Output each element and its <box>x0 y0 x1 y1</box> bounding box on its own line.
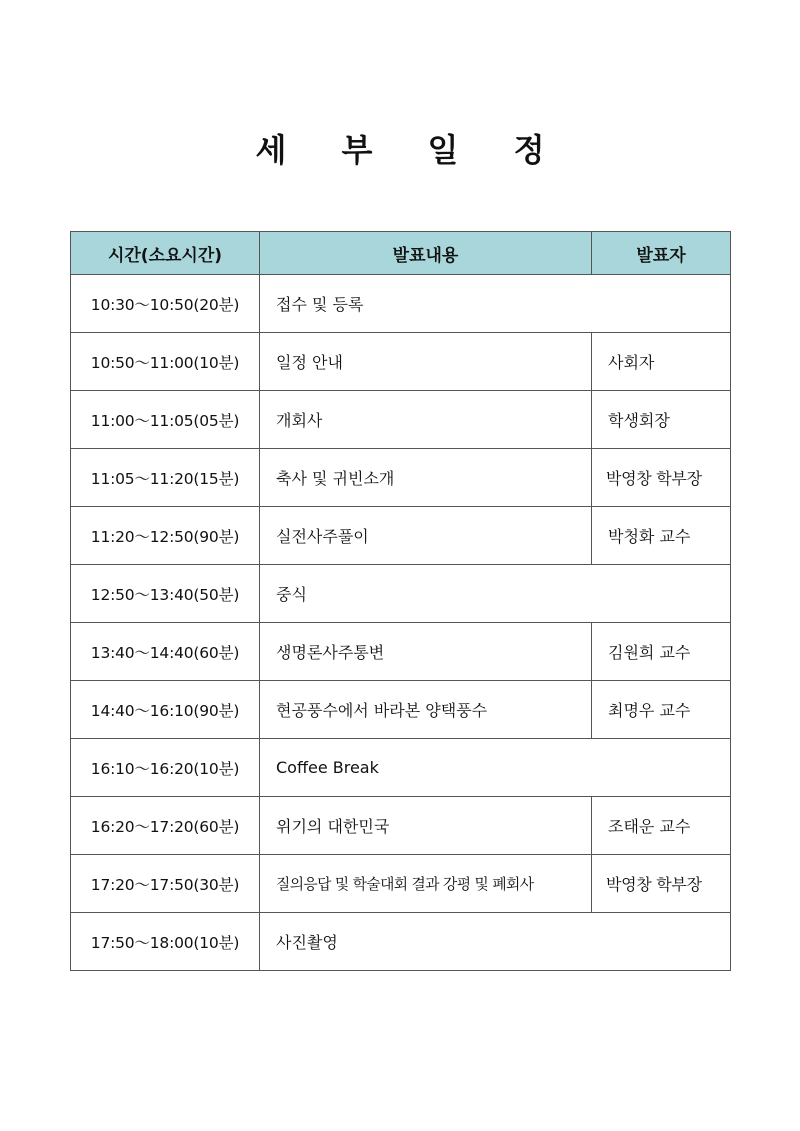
time-cell: 11:05～11:20(15분) <box>71 449 260 507</box>
page-title: 세 부 일 정 <box>255 131 567 169</box>
content-cell: 위기의 대한민국 <box>260 797 592 855</box>
content-cell: 생명론사주통변 <box>260 623 592 681</box>
time-cell: 16:20～17:20(60분) <box>71 797 260 855</box>
presenter-cell: 박청화 교수 <box>592 507 731 565</box>
content-cell: 일정 안내 <box>260 333 592 391</box>
content-cell: 중식 <box>260 565 731 623</box>
presenter-cell: 사회자 <box>592 333 731 391</box>
time-cell: 16:10～16:20(10분) <box>71 739 260 797</box>
content-cell: 현공풍수에서 바라본 양택풍수 <box>260 681 592 739</box>
presenter-cell: 학생회장 <box>592 391 731 449</box>
content-cell: 개회사 <box>260 391 592 449</box>
table-row <box>71 681 731 739</box>
table-header-row <box>71 232 731 275</box>
table-row <box>71 391 731 449</box>
presenter-cell: 최명우 교수 <box>592 681 731 739</box>
table-row <box>71 449 731 507</box>
time-cell: 17:20～17:50(30분) <box>71 855 260 913</box>
time-cell: 10:50～11:00(10분) <box>71 333 260 391</box>
header-time: 시간(소요시간) <box>71 232 260 275</box>
content-cell: 실전사주풀이 <box>260 507 592 565</box>
presenter-cell: 조태운 교수 <box>592 797 731 855</box>
content-cell: 축사 및 귀빈소개 <box>260 449 592 507</box>
header-presenter: 발표자 <box>592 232 731 275</box>
time-cell: 13:40～14:40(60분) <box>71 623 260 681</box>
table-row <box>71 623 731 681</box>
content-cell: Coffee Break <box>260 739 731 797</box>
content-cell: 질의응답 및 학술대회 결과 강평 및 폐회사 <box>260 855 592 913</box>
content-cell: 접수 및 등록 <box>260 275 731 333</box>
header-content: 발표내용 <box>260 232 592 275</box>
table-row <box>71 739 731 797</box>
presenter-cell: 김원희 교수 <box>592 623 731 681</box>
time-cell: 12:50～13:40(50분) <box>71 565 260 623</box>
schedule-table <box>70 231 731 971</box>
table-row <box>71 565 731 623</box>
presenter-cell: 박영창 학부장 <box>592 855 731 913</box>
time-cell: 10:30～10:50(20분) <box>71 275 260 333</box>
presenter-cell: 박영창 학부장 <box>592 449 731 507</box>
time-cell: 11:00～11:05(05분) <box>71 391 260 449</box>
content-cell: 사진촬영 <box>260 913 731 971</box>
table-row <box>71 855 731 913</box>
time-cell: 11:20～12:50(90분) <box>71 507 260 565</box>
time-cell: 17:50～18:00(10분) <box>71 913 260 971</box>
table-row <box>71 275 731 333</box>
table-row <box>71 507 731 565</box>
time-cell: 14:40～16:10(90분) <box>71 681 260 739</box>
table-row <box>71 913 731 971</box>
table-row <box>71 333 731 391</box>
table-row <box>71 797 731 855</box>
